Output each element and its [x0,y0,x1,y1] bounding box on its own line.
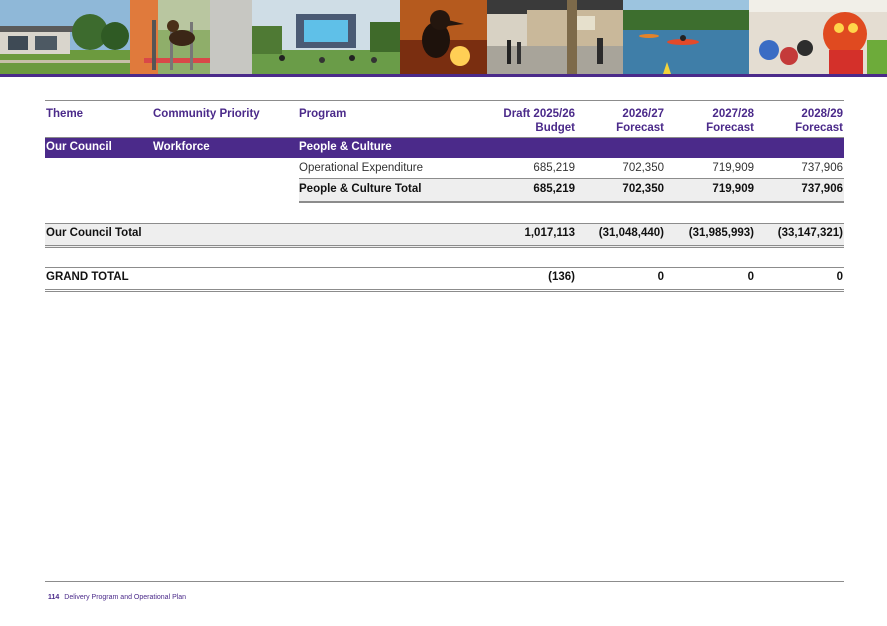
photo-community-building [0,0,130,74]
theme-total-budget: 1,017,113 [524,227,575,239]
band-program: People & Culture [299,141,392,153]
page-footer [48,594,186,601]
header-forecast-2027 [706,107,754,135]
program-total-label: People & Culture Total [299,183,422,195]
row-label: Operational Expenditure [299,162,424,174]
document-title: Delivery Program and Operational Plan [64,594,187,601]
theme-total-row [45,223,844,248]
program-total-2026: 702,350 [622,183,664,195]
header-theme: Theme [46,108,84,120]
header-budget-line1: Draft 2025/26 [503,108,575,120]
header-forecast-2026-line2: Forecast [616,122,664,134]
header-forecast-2026 [616,107,664,135]
theme-total-label: Our Council Total [46,227,142,239]
row-forecast-2026: 702,350 [622,162,664,174]
table-row [299,158,844,179]
program-total-row [299,179,844,203]
band-priority: Workforce [153,141,210,153]
program-total-budget: 685,219 [533,183,575,195]
row-budget: 685,219 [533,162,575,174]
photo-lion-dance-festival [749,0,887,74]
band-theme: Our Council [46,141,112,153]
theme-total-2026: (31,048,440) [598,227,664,239]
header-forecast-2026-line1: 2026/27 [622,108,664,120]
header-budget [503,107,575,135]
grand-total-2027: 0 [747,271,754,283]
grand-total-label: GRAND TOTAL [46,271,129,283]
footer-divider [45,581,844,582]
spacer [45,248,844,267]
header-budget-line2: Budget [535,122,575,134]
row-forecast-2028: 737,906 [801,162,843,174]
header-forecast-2027-line2: Forecast [706,122,754,134]
photo-river-kayaking [623,0,749,74]
table-header [45,100,844,138]
theme-band-row [45,138,844,158]
row-forecast-2027: 719,909 [712,162,754,174]
photo-shopping-street [487,0,623,74]
photo-banner [0,0,887,74]
grand-total-2026: 0 [657,271,664,283]
theme-total-2027: (31,985,993) [688,227,754,239]
page-number: 114 [48,594,60,601]
header-forecast-2027-line1: 2027/28 [712,108,754,120]
grand-total-2028: 0 [836,271,843,283]
photo-dog-agility [130,0,252,74]
header-forecast-2028-line1: 2028/29 [801,108,843,120]
banner-divider [0,74,887,77]
spacer [45,203,844,223]
program-total-2028: 737,906 [801,183,843,195]
header-forecast-2028-line2: Forecast [795,122,843,134]
header-forecast-2028 [795,107,843,135]
theme-total-2028: (33,147,321) [777,227,843,239]
grand-total-budget: (136) [548,271,575,283]
header-community-priority: Community Priority [153,108,260,120]
grand-total-row [45,267,844,292]
budget-table [45,100,844,292]
header-program: Program [299,108,347,120]
program-total-2027: 719,909 [712,183,754,195]
photo-kookaburra-sunset [400,0,487,74]
photo-outdoor-stage-event [252,0,400,74]
